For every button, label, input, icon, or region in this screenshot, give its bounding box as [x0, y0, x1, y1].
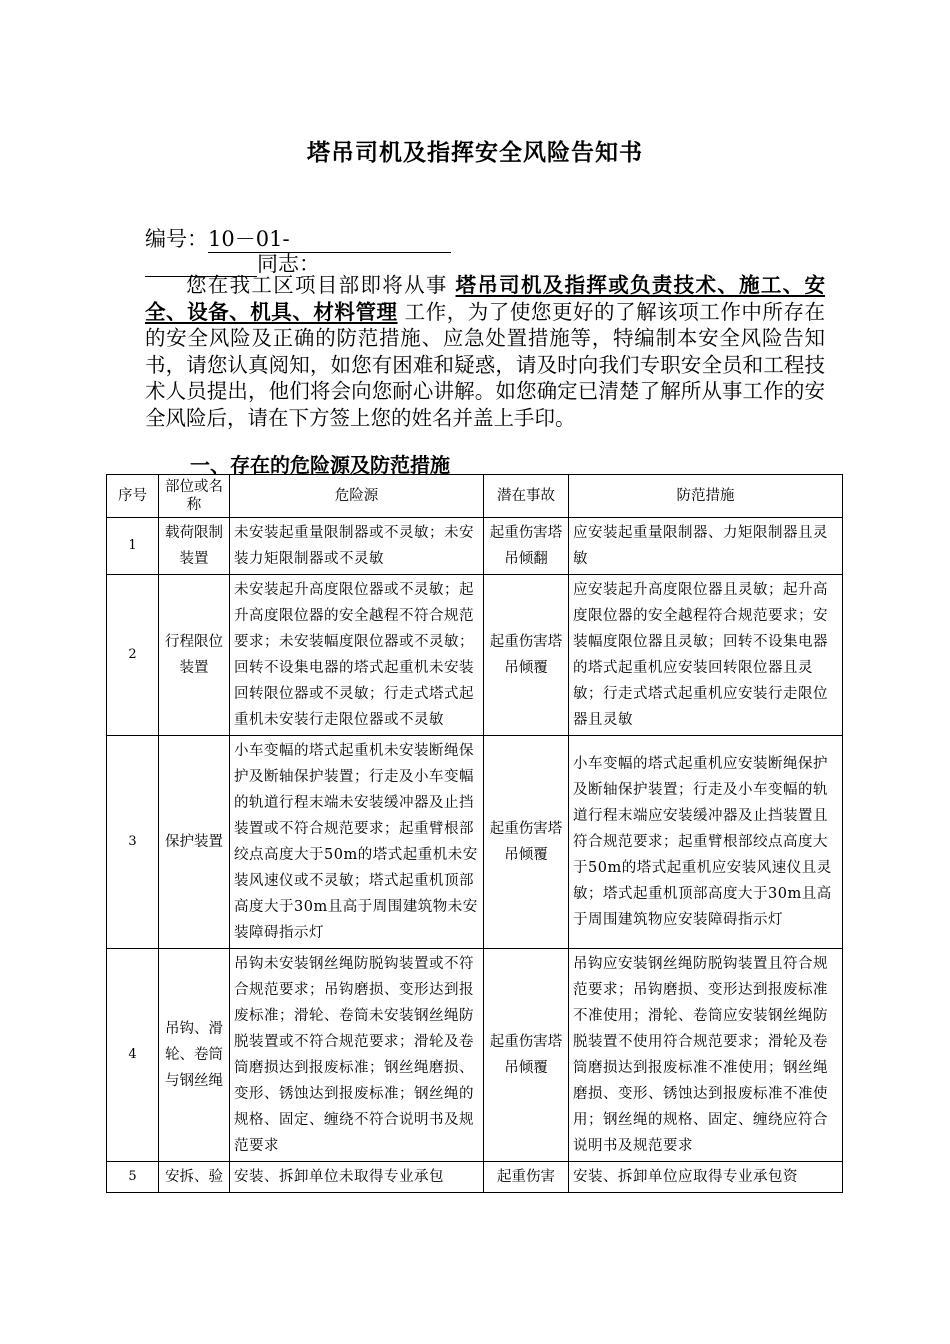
row-part: 吊钩、滑轮、卷筒与钢丝绳 — [159, 949, 230, 1162]
row-no: 5 — [107, 1162, 159, 1193]
number-value-field — [208, 226, 451, 253]
table-header-row — [107, 475, 843, 518]
table-row — [107, 1162, 843, 1193]
header-no: 序号 — [107, 475, 159, 518]
number-line — [145, 226, 451, 253]
row-hazard: 小车变幅的塔式起重机未安装断绳保护及断轴保护装置；行走及小车变幅的轨道行程末端未安装缓冲器及止挡装置或不符合规范要求；起重臂根部绞点高度大于50m的塔式起重机未安装风速仪或不灵敏；塔式起重机顶部高度大于30m且高于周围建筑物未安装障碍指示灯 — [230, 736, 484, 949]
row-hazard: 安装、拆卸单位未取得专业承包 — [230, 1162, 484, 1193]
row-measure: 安装、拆卸单位应取得专业承包资 — [569, 1162, 843, 1193]
table-row — [107, 575, 843, 736]
row-hazard: 吊钩未安装钢丝绳防脱钩装置或不符合规范要求；吊钩磨损、变形达到报废标准；滑轮、卷筒未安装钢丝绳防脱装置或不符合规范要求；滑轮及卷筒磨损达到报废标准；钢丝绳磨损、变形、锈蚀达到报废标准；钢丝绳的规格、固定、缠绕不符合说明书及规范要求 — [230, 949, 484, 1162]
intro-role: 塔吊司机及指挥或负责技术、施工、安全、设备、机具、材料管理 — [145, 273, 825, 324]
row-no: 1 — [107, 518, 159, 575]
table-row — [107, 736, 843, 949]
row-accident: 起重伤害塔吊倾翻 — [484, 518, 569, 575]
number-value: 10－01- — [208, 227, 290, 251]
row-part: 保护装置 — [159, 736, 230, 949]
row-measure: 吊钩应安装钢丝绳防脱钩装置且符合规范要求；吊钩磨损、变形达到报废标准不准使用；滑轮、卷筒应安装钢丝绳防脱装置不使用符合规范要求；滑轮及卷筒磨损达到报废标准不准使用；钢丝绳磨损、变形、锈蚀达到报废标准不准使用；钢丝绳的规格、固定、缠绕应符合说明书及规范要求 — [569, 949, 843, 1162]
row-no: 2 — [107, 575, 159, 736]
row-hazard: 未安装起升高度限位器或不灵敏；起升高度限位器的安全越程不符合规范要求；未安装幅度限位器或不灵敏；回转不设集电器的塔式起重机未安装回转限位器或不灵敏；行走式塔式起重机未安装行走限位器或不灵敏 — [230, 575, 484, 736]
header-part: 部位或名称 — [159, 475, 230, 518]
row-part: 行程限位装置 — [159, 575, 230, 736]
table-row — [107, 518, 843, 575]
hazard-table — [106, 474, 843, 1193]
section-title: 一、存在的危险源及防范措施 — [190, 453, 450, 477]
row-no: 3 — [107, 736, 159, 949]
row-measure: 应安装起重量限制器、力矩限制器且灵敏 — [569, 518, 843, 575]
row-measure: 应安装起升高度限位器且灵敏；起升高度限位器的安全越程符合规范要求；安装幅度限位器且灵敏；回转不设集电器的塔式起重机应安装回转限位器且灵敏；行走式塔式起重机应安装行走限位器且灵敏 — [569, 575, 843, 736]
greeting: 同志： — [257, 252, 320, 276]
number-label: 编号： — [145, 227, 208, 251]
row-accident: 起重伤害塔吊倾覆 — [484, 575, 569, 736]
row-part: 安拆、验 — [159, 1162, 230, 1193]
table-row — [107, 949, 843, 1162]
row-measure: 小车变幅的塔式起重机应安装断绳保护及断轴保护装置；行走及小车变幅的轨道行程末端应安装缓冲器及止挡装置且符合规范要求；起重臂根部绞点高度大于50m的塔式起重机应安装风速仪且灵敏；塔式起重机顶部高度大于30m且高于周围建筑物应安装障碍指示灯 — [569, 736, 843, 949]
header-accident: 潜在事故 — [484, 475, 569, 518]
row-accident: 起重伤害塔吊倾覆 — [484, 949, 569, 1162]
header-hazard: 危险源 — [230, 475, 484, 518]
row-hazard: 未安装起重量限制器或不灵敏；未安装力矩限制器或不灵敏 — [230, 518, 484, 575]
row-no: 4 — [107, 949, 159, 1162]
row-accident: 起重伤害 — [484, 1162, 569, 1193]
header-measure: 防范措施 — [569, 475, 843, 518]
row-accident: 起重伤害塔吊倾覆 — [484, 736, 569, 949]
intro-text-a: 您在我工区项目部即将从事 — [186, 273, 448, 297]
intro-paragraph — [145, 272, 825, 431]
intro-text-b: 工作，为了使您更好的了解该项工作中所存在的安全风险及正确的防范措施、应急处置措施等，特编制本安全风险告知书，请您认真阅知，如您有困难和疑惑，请及时向我们专职安全员和工程技术人员提出，他们将会向您耐心讲解。如您确定已清楚了解所从事工作的安全风险后，请在下方签上您的姓名并盖上手印。 — [145, 299, 825, 430]
document-title: 塔吊司机及指挥安全风险告知书 — [307, 140, 643, 166]
row-part: 载荷限制装置 — [159, 518, 230, 575]
